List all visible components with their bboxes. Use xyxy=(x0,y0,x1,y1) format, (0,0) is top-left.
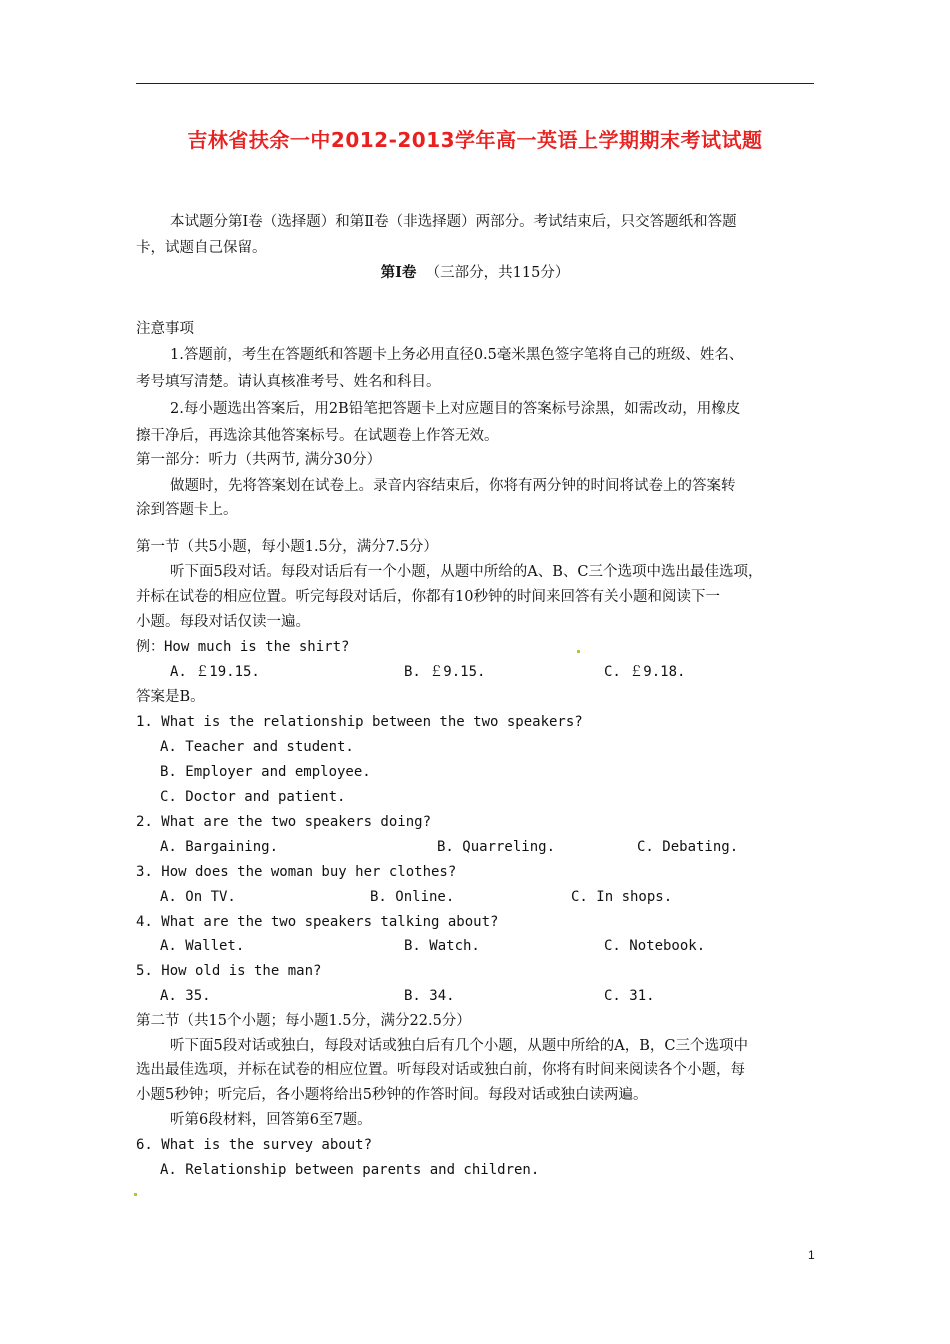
example-option-c: C. ￡9.18. xyxy=(604,664,686,680)
header-rule xyxy=(136,83,814,84)
question-3-option-b: B. Online. xyxy=(370,889,455,905)
section1-desc-line1: 听下面5段对话。每段对话后有一个小题，从题中所给的A、B、C三个选项中选出最佳选项， xyxy=(170,564,763,580)
question-4: 4. What are the two speakers talking about? xyxy=(136,914,499,930)
question-4-option-b: B. Watch. xyxy=(404,938,480,954)
question-2-option-c: C. Debating. xyxy=(637,839,739,855)
question-2-option-a: A. Bargaining. xyxy=(160,839,279,855)
question-5-option-b: B. 34. xyxy=(404,988,455,1004)
example-option-b: B. ￡9.15. xyxy=(404,664,486,680)
question-3-option-a: A. On TV. xyxy=(160,889,236,905)
notice-item2-line1: 2.每小题选出答案后，用2B铅笔把答题卡上对应题目的答案标号涂黑，如需改动，用橡皮 xyxy=(170,401,741,417)
section1-desc-line2: 并标在试卷的相应位置。听完每段对话后，你都有10秒钟的时间来回答有关小题和阅读下一 xyxy=(136,589,720,605)
scan-speck xyxy=(134,1193,137,1196)
part1-heading xyxy=(0,263,950,283)
question-6: 6. What is the survey about? xyxy=(136,1137,373,1153)
question-3-option-c: C. In shops. xyxy=(571,889,673,905)
part1-heading-rest: （三部分，共115分） xyxy=(425,265,570,281)
question-5-option-a: A. 35. xyxy=(160,988,211,1004)
section2-desc-line3: 小题5秒钟；听完后，各小题将给出5秒钟的作答时间。每段对话或独白读两遍。 xyxy=(136,1087,648,1103)
example-answer: 答案是B。 xyxy=(136,689,205,705)
section2-desc-line1: 听下面5段对话或独白，每段对话或独白后有几个小题，从题中所给的A，B，C三个选项中 xyxy=(170,1038,748,1054)
question-4-option-c: C. Notebook. xyxy=(604,938,706,954)
document-title: 吉林省扶余一中2012-2013学年高一英语上学期期末考试试题 xyxy=(187,128,763,152)
part1-heading-bold: 第Ⅰ卷 xyxy=(380,264,417,281)
notice-item1-line1: 1.答题前，考生在答题纸和答题卡上务必用直径0.5毫米黑色签字笔将自己的班级、姓名、 xyxy=(170,347,744,363)
listening-heading: 第一部分：听力（共两节, 满分30分） xyxy=(136,452,382,468)
scan-speck xyxy=(577,650,580,653)
question-6-option-a: A. Relationship between parents and children. xyxy=(160,1162,540,1178)
intro-line-1: 本试题分第Ⅰ卷（选择题）和第Ⅱ卷（非选择题）两部分。考试结束后，只交答题纸和答题 xyxy=(170,214,737,230)
section1-heading: 第一节（共5小题，每小题1.5分，满分7.5分） xyxy=(136,539,438,555)
question-1: 1. What is the relationship between the two speakers? xyxy=(136,714,583,730)
section2-heading: 第二节（共15个小题；每小题1.5分，满分22.5分） xyxy=(136,1013,471,1029)
notice-item2-line2: 擦干净后，再选涂其他答案标号。在试题卷上作答无效。 xyxy=(136,428,499,444)
question-5: 5. How old is the man? xyxy=(136,963,322,979)
listening-desc-line1: 做题时，先将答案划在试卷上。录音内容结束后，你将有两分钟的时间将试卷上的答案转 xyxy=(170,478,736,494)
notice-item1-line2: 考号填写清楚。请认真核准考号、姓名和科目。 xyxy=(136,374,441,390)
question-5-option-c: C. 31. xyxy=(604,988,655,1004)
question-4-option-a: A. Wallet. xyxy=(160,938,245,954)
page-number: 1 xyxy=(808,1248,815,1262)
section2-material: 听第6段材料，回答第6至7题。 xyxy=(170,1112,372,1128)
section2-desc-line2: 选出最佳选项，并标在试卷的相应位置。听每段对话或独白前，你将有时间来阅读各个小题，每 xyxy=(136,1062,745,1078)
listening-desc-line2: 涂到答题卡上。 xyxy=(136,502,238,518)
question-2: 2. What are the two speakers doing? xyxy=(136,814,432,830)
question-1-option-a: A. Teacher and student. xyxy=(160,739,354,755)
question-2-option-b: B. Quarreling. xyxy=(437,839,556,855)
question-1-option-b: B. Employer and employee. xyxy=(160,764,371,780)
notice-heading: 注意事项 xyxy=(136,321,194,337)
example-option-a: A. ￡19.15. xyxy=(170,664,260,680)
question-3: 3. How does the woman buy her clothes? xyxy=(136,864,457,880)
section1-desc-line3: 小题。每段对话仅读一遍。 xyxy=(136,614,310,630)
example-question: 例：How much is the shirt? xyxy=(136,639,350,655)
question-1-option-c: C. Doctor and patient. xyxy=(160,789,346,805)
intro-line-2: 卡，试题自己保留。 xyxy=(136,240,267,256)
